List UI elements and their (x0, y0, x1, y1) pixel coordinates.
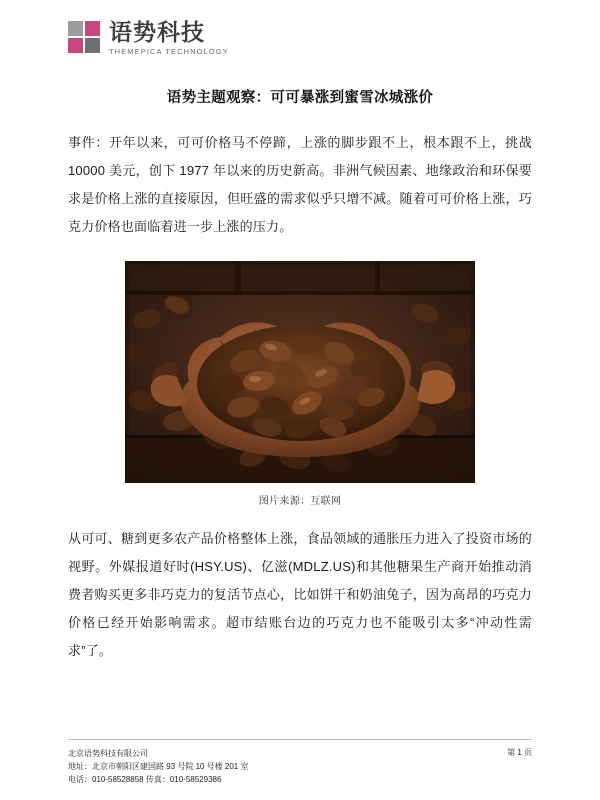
page-title: 语势主题观察：可可暴涨到蜜雪冰城涨价 (166, 90, 434, 106)
figure-caption: 图片来源：互联网 (258, 496, 342, 507)
footer-contact: 电话：010-58528858 传真：010-58529386 (68, 775, 222, 784)
footer-company-name: 北京语势科技有限公司 (68, 749, 148, 758)
page-footer (68, 739, 532, 786)
body-paragraph-2: 从可可、糖到更多农产品价格整体上涨，食品领域的通胀压力进入了投资市场的视野。外媒报道好时(HSY.US)、亿滋(MDLZ.US)和其他糖果生产商开始推动消费者购买更多非巧克力的复活节点心，比如饼干和奶油兔子，因为高昂的巧克力价格已经开始影响需求。超市结账台边的巧克力也不能吸引太多“冲动性需求”了。 (68, 531, 532, 658)
logo-english-name: THEMEPICA TECHNOLOGY (109, 47, 229, 56)
company-logo (68, 0, 532, 64)
figure-block (68, 261, 532, 507)
footer-address: 地址：北京市朝阳区建国路 93 号院 10 号楼 201 室 (68, 762, 249, 771)
logo-squares-icon (68, 21, 102, 55)
logo-square-bottom-left (68, 38, 83, 53)
logo-square-bottom-right (85, 38, 100, 53)
logo-square-top-right (85, 21, 100, 36)
footer-company-info (68, 747, 248, 786)
cocoa-beans-photo (125, 261, 475, 483)
footer-page-number: 第 1 页 (507, 748, 532, 757)
logo-square-top-left (68, 21, 83, 36)
logo-chinese-name: 语势科技 (109, 19, 205, 45)
logo-text-block (109, 20, 229, 56)
body-paragraph-1: 事件：开年以来，可可价格马不停蹄，上涨的脚步跟不上，根本跟不上，挑战 10000 美元，创下 1977 年以来的历史新高。非洲气候因素、地缘政治和环保要求是价格上涨的直接原因，但旺盛的需求似乎只增不减。随着可可价格上涨，巧克力价格也面临着进一步上涨的压力。 (68, 135, 532, 234)
